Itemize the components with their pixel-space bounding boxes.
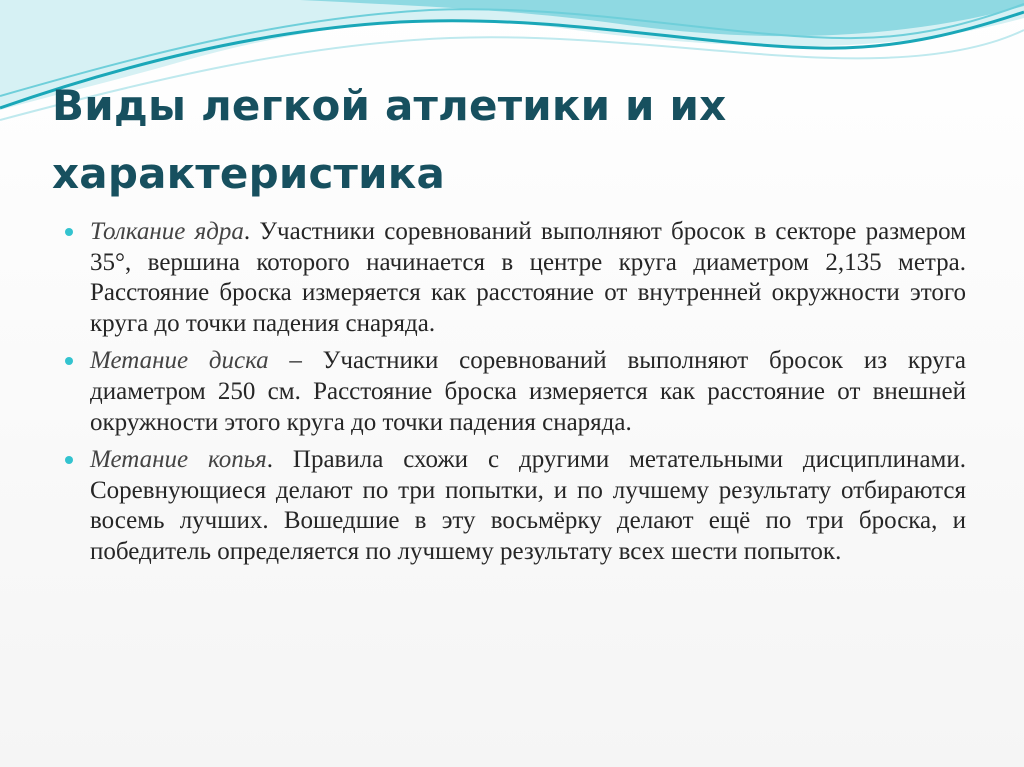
bullet-dot-icon [65,456,73,464]
item-text: . Правила схожи с другими метательными дисциплинами. Соревнующиеся делают по три попытки, и по лучшему результату отбираются восемь лучших. Вошедшие в эту восьмёрку делают ещё по три броска, и победитель определяется по лучшему результату всех шести попыток. [90,446,966,565]
item-term: Метание диска [90,347,269,375]
item-term: Толкание ядра [90,218,244,245]
item-text: . Участники соревнований выполняют бросок в секторе размером 35°, вершина которого начинается в центре круга диаметром 2,135 метра. Расстояние броска измеряется как расстояние от внутренней окружности этого круга до точки падения снаряда. [90,218,966,337]
bullet-list [64,217,966,575]
item-text: – Участники соревнований выполняют бросок из круга диаметром 250 см. Расстояние броска измеряется как расстояние от внешней окружности этого круга до точки падения снаряда. [90,347,966,436]
list-item [64,346,966,438]
slide-title: Виды легкой атлетики и их характеристика [52,81,727,198]
list-item [64,445,966,567]
bullet-dot-icon [65,357,73,365]
bullet-dot-icon [65,228,73,236]
item-term: Метание копья [90,446,267,474]
list-item [64,217,966,339]
